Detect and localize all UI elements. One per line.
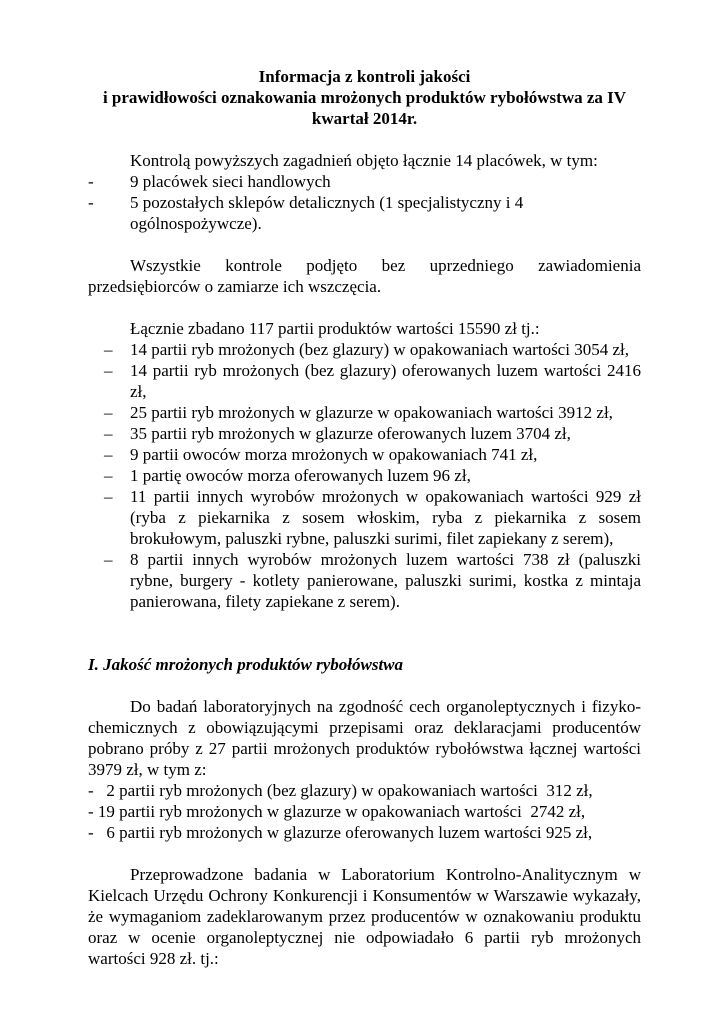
title-line: i prawidłowości oznakowania mrożonych produktów rybołówstwa za IV xyxy=(102,88,627,107)
no-notice-paragraph: Wszystkie kontrole podjęto bez uprzedniego zawiadomienia przedsiębiorców o zamiarze ich wszczęcia. xyxy=(88,256,641,296)
section-heading: I. Jakość mrożonych produktów rybołówstwa xyxy=(88,655,404,674)
examined-paragraph: Łącznie zbadano 117 partii produktów wartości 15590 zł tj.: xyxy=(130,319,540,338)
list-item: – 8 partii innych wyrobów mrożonych luzem wartości 738 zł (paluszki rybne, burgery - kotlety panierowane, paluszki surimi, kostka z mintaja panierowana, filety zapiekane z serem). xyxy=(88,549,641,612)
title-line: kwartał 2014r. xyxy=(311,109,418,128)
outlet-list xyxy=(88,171,641,234)
document-title xyxy=(88,66,641,129)
list-item: – 11 partii innych wyrobów mrożonych w opakowaniach wartości 929 zł (ryba z piekarnika z sosem włoskim, ryba z piekarnika z sosem brokułowym, paluszki rybne, paluszki surimi, filet zapiekany z serem), xyxy=(88,486,641,549)
document-page xyxy=(88,66,641,969)
list-item: – 9 partii owoców morza mrożonych w opakowaniach 741 zł, xyxy=(88,444,641,465)
sampling-paragraph: Do badań laboratoryjnych na zgodność cech organoleptycznych i fizyko-chemicznych z obowiązującymi przepisami oraz deklaracjami producentów pobrano próby z 27 partii mrożonych produktów rybołówstwa łącznej wartości 3979 zł, w tym z: xyxy=(88,697,641,779)
list-item: - 6 partii ryb mrożonych w glazurze oferowanych luzem wartości 925 zł, xyxy=(88,823,593,842)
examined-list xyxy=(88,339,641,612)
list-item: - 5 pozostałych sklepów detalicznych (1 specjalistyczny i 4 ogólnospożywcze). xyxy=(88,192,641,234)
title-line: Informacja z kontroli jakości xyxy=(258,67,471,86)
list-item: – 1 partię owoców morza oferowanych luzem 96 zł, xyxy=(88,465,641,486)
list-item: - 19 partii ryb mrożonych w glazurze w opakowaniach wartości 2742 zł, xyxy=(88,802,586,821)
list-item: – 35 partii ryb mrożonych w glazurze oferowanych luzem 3704 zł, xyxy=(88,423,641,444)
list-item: – 14 partii ryb mrożonych (bez glazury) oferowanych luzem wartości 2416 zł, xyxy=(88,360,641,402)
list-item: – 25 partii ryb mrożonych w glazurze w opakowaniach wartości 3912 zł, xyxy=(88,402,641,423)
list-item: – 14 partii ryb mrożonych (bez glazury) w opakowaniach wartości 3054 zł, xyxy=(88,339,641,360)
results-paragraph: Przeprowadzone badania w Laboratorium Kontrolno-Analitycznym w Kielcach Urzędu Ochrony Konkurencji i Konsumentów w Warszawie wykazały, że wymaganiom zadeklarowanym przez producentów w oznakowaniu produktu oraz w ocenie organoleptycznej nie odpowiadało 6 partii ryb mrożonych wartości 928 zł. tj.: xyxy=(88,865,641,968)
intro-paragraph: Kontrolą powyższych zagadnień objęto łącznie 14 placówek, w tym: xyxy=(130,151,598,170)
sampling-list xyxy=(88,780,641,843)
list-item: - 9 placówek sieci handlowych xyxy=(88,171,641,192)
list-item: - 2 partii ryb mrożonych (bez glazury) w opakowaniach wartości 312 zł, xyxy=(88,781,593,800)
